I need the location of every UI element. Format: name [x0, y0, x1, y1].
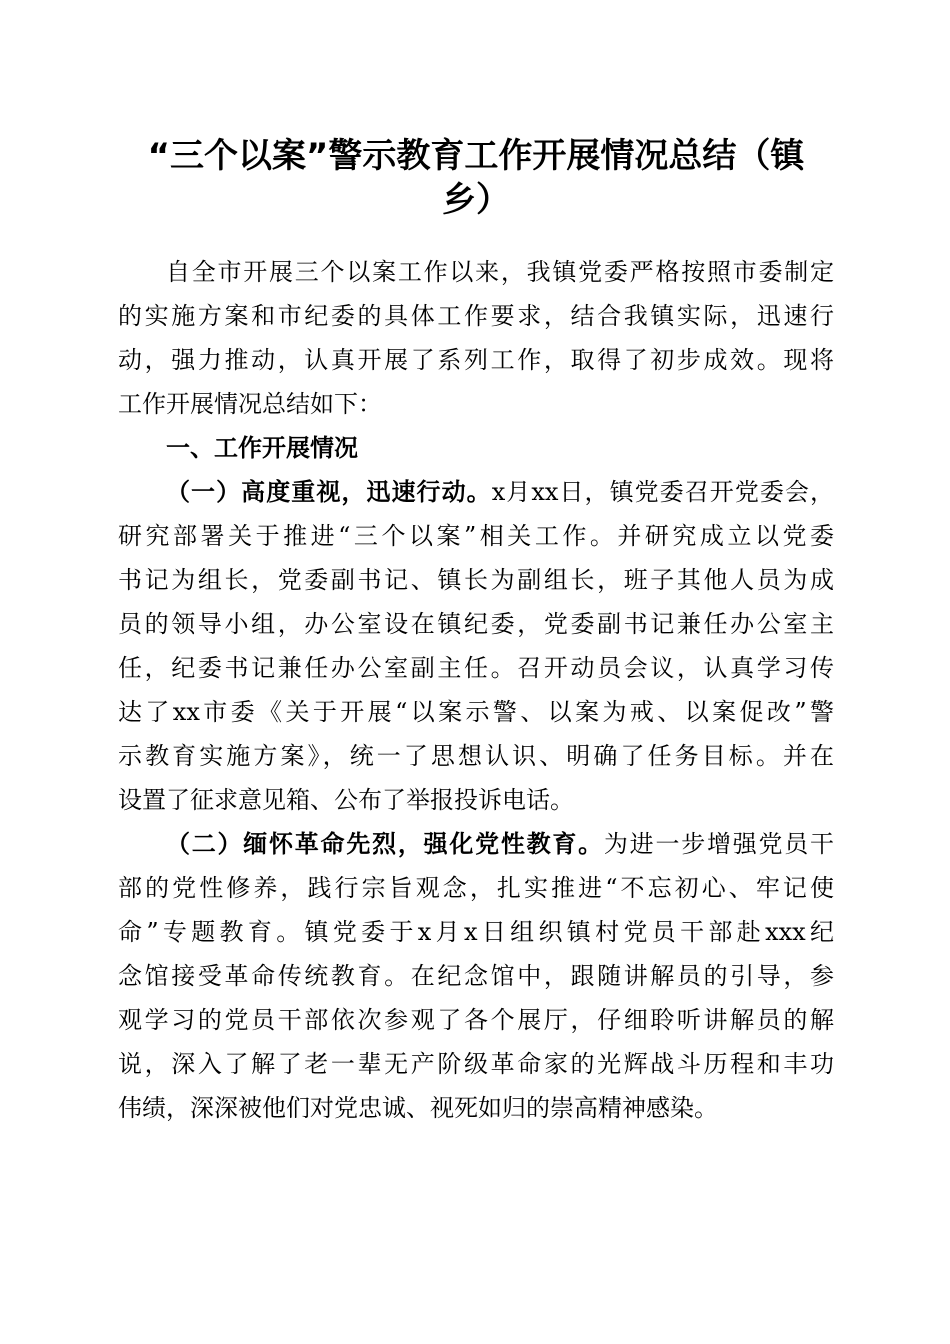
- paragraph-line: 任，纪委书记兼任办公室副主任。召开动员会议，认真学习传: [118, 654, 834, 682]
- paragraph-line: 研究部署关于推进“三个以案”相关工作。并研究成立以党委: [118, 522, 834, 550]
- title-line-2: 乡）: [442, 180, 510, 220]
- title-line-1: “三个以案”警示教育工作开展情况总结（镇: [147, 136, 805, 176]
- paragraph-line: 达了xx市委《关于开展“以案示警、以案为戒、以案促改”警: [118, 698, 834, 726]
- paragraph-line: 设置了征求意见箱、公布了举报投诉电话。: [118, 786, 574, 814]
- intro-paragraph: [118, 250, 834, 426]
- paragraph-line: 说，深入了解了老一辈无产阶级革命家的光辉战斗历程和丰功: [118, 1050, 834, 1078]
- paragraph-line: 工作开展情况总结如下：: [118, 390, 382, 418]
- item-lead: （一）高度重视，迅速行动。: [166, 478, 492, 506]
- paragraph-line: 的实施方案和市纪委的具体工作要求，结合我镇实际，迅速行: [118, 302, 834, 330]
- document-title: [118, 134, 834, 222]
- item-lead: （二）缅怀革命先烈，强化党性教育。: [166, 830, 604, 858]
- item-2-paragraph: [118, 822, 834, 1130]
- paragraph-line: 自全市开展三个以案工作以来，我镇党委严格按照市委制定: [166, 258, 834, 286]
- section-heading: 一、工作开展情况: [166, 434, 358, 462]
- paragraph-line: 命”专题教育。镇党委于x月x日组织镇村党员干部赴xxx纪: [118, 918, 834, 946]
- paragraph-line: 伟绩，深深被他们对党忠诚、视死如归的崇高精神感染。: [118, 1094, 718, 1122]
- item-1-paragraph: [118, 470, 834, 822]
- item-first-line-rest: x月xx日，镇党委召开党委会，: [491, 478, 835, 506]
- paragraph-line: 书记为组长，党委副书记、镇长为副组长，班子其他人员为成: [118, 566, 834, 594]
- paragraph-line: 部的党性修养，践行宗旨观念，扎实推进“不忘初心、牢记使: [118, 874, 834, 902]
- paragraph-line: 示教育实施方案》，统一了思想认识、明确了任务目标。并在: [118, 742, 834, 770]
- paragraph-line: 动，强力推动，认真开展了系列工作，取得了初步成效。现将: [118, 346, 834, 374]
- paragraph-line: 观学习的党员干部依次参观了各个展厅，仔细聆听讲解员的解: [118, 1006, 834, 1034]
- document-body: [118, 250, 834, 1130]
- paragraph-line: 员的领导小组，办公室设在镇纪委，党委副书记兼任办公室主: [118, 610, 834, 638]
- section-heading-1: [118, 426, 834, 470]
- paragraph-line: 念馆接受革命传统教育。在纪念馆中，跟随讲解员的引导，参: [118, 962, 834, 990]
- item-first-line-rest: 为进一步增强党员干: [603, 830, 835, 858]
- paragraph-first-line: [118, 470, 834, 514]
- paragraph-first-line: [118, 822, 834, 866]
